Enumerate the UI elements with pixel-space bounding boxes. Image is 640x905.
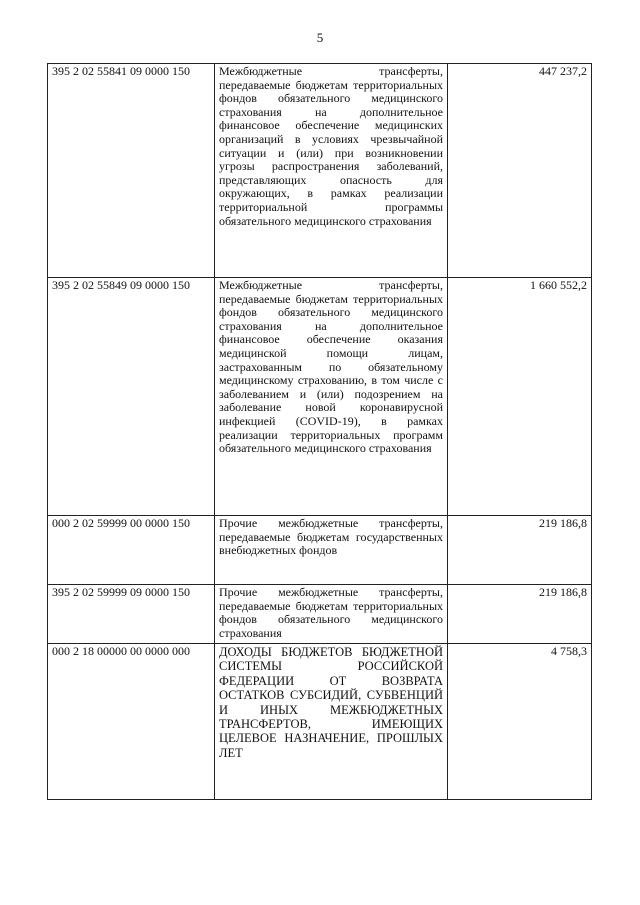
table-row: [48, 64, 592, 278]
amount-cell: 219 186,8: [448, 516, 592, 585]
table-row: [48, 278, 592, 516]
description-cell: Прочие межбюджетные трансферты, передаваемые бюджетам государственных внебюджетных фондов: [215, 516, 448, 585]
description-cell: Межбюджетные трансферты, передаваемые бюджетам территориальных фондов обязательного медицинского страхования на дополнительное финансовое обеспечение медицинских организаций в условиях чрезвычайной ситуации и (или) при возникновении угрозы распространения заболеваний, представляющих опасность для окружающих, в рамках реализации территориальной программы обязательного медицинского страхования: [215, 64, 448, 278]
table-row: [48, 644, 592, 800]
amount-cell: 219 186,8: [448, 585, 592, 644]
budget-code-cell: 395 2 02 59999 09 0000 150: [48, 585, 215, 644]
table-row: [48, 516, 592, 585]
budget-code-cell: 000 2 18 00000 00 0000 000: [48, 644, 215, 800]
page-number: 5: [316, 30, 324, 45]
description-cell: ДОХОДЫ БЮДЖЕТОВ БЮДЖЕТНОЙ СИСТЕМЫ РОССИЙСКОЙ ФЕДЕРАЦИИ ОТ ВОЗВРАТА ОСТАТКОВ СУБСИДИЙ, СУБВЕНЦИЙ И ИНЫХ МЕЖБЮДЖЕТНЫХ ТРАНСФЕРТОВ, ИМЕЮЩИХ ЦЕЛЕВОЕ НАЗНАЧЕНИЕ, ПРОШЛЫХ ЛЕТ: [215, 644, 448, 800]
amount-cell: 1 660 552,2: [448, 278, 592, 516]
budget-code-cell: 395 2 02 55841 09 0000 150: [48, 64, 215, 278]
budget-code-cell: 395 2 02 55849 09 0000 150: [48, 278, 215, 516]
amount-cell: 447 237,2: [448, 64, 592, 278]
description-cell: Межбюджетные трансферты, передаваемые бюджетам территориальных фондов обязательного медицинского страхования на дополнительное финансовое обеспечение оказания медицинской помощи лицам, застрахованным по обязательному медицинскому страхованию, в том числе с заболеванием и (или) подозрением на заболевание новой коронавирусной инфекцией (COVID-19), в рамках реализации территориальных программ обязательного медицинского страхования: [215, 278, 448, 516]
budget-code-cell: 000 2 02 59999 00 0000 150: [48, 516, 215, 585]
table-row: [48, 585, 592, 644]
amount-cell: 4 758,3: [448, 644, 592, 800]
description-cell: Прочие межбюджетные трансферты, передаваемые бюджетам территориальных фондов обязательного медицинского страхования: [215, 585, 448, 644]
budget-revenue-table: [47, 63, 592, 800]
